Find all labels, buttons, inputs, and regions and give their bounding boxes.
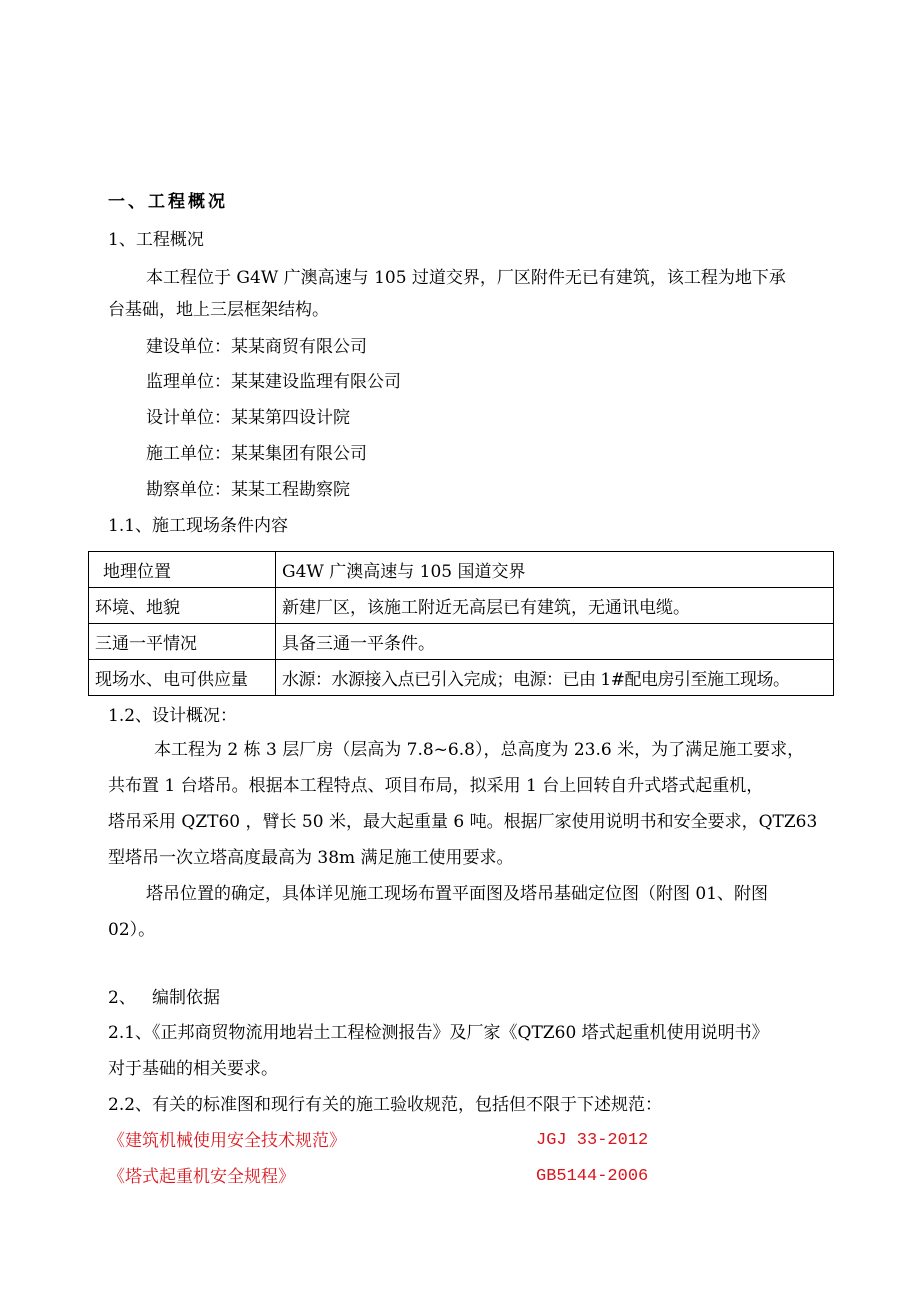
section-heading: 一、工程概况	[108, 192, 228, 212]
condition-label: 环境、地貌	[89, 588, 276, 624]
table-row	[89, 552, 834, 588]
basis-2-1-line-1: 2.1、《正邦商贸物流用地岩土工程检测报告》及厂家《QTZ60 塔式起重机使用说明书》	[108, 1023, 769, 1043]
table-row	[89, 624, 834, 660]
subsection-title-1-2: 1.2、设计概况：	[108, 706, 238, 726]
contractor-unit: 施工单位：某某集团有限公司	[146, 444, 367, 464]
table-row	[89, 588, 834, 624]
condition-value: 水源：水源接入点已引入完成；电源：已由 1#配电房引至施工现场。	[276, 660, 834, 696]
supervision-unit: 监理单位：某某建设监理有限公司	[146, 372, 401, 392]
condition-value: G4W 广澳高速与 105 国道交界	[276, 552, 834, 588]
design-unit: 设计单位：某某第四设计院	[146, 408, 350, 428]
condition-value: 具备三通一平条件。	[276, 624, 834, 660]
subsection-title-2: 2、 编制依据	[108, 988, 221, 1008]
standard-code: JGJ 33-2012	[536, 1131, 649, 1150]
table-row	[89, 660, 834, 696]
standard-name: 《建筑机械使用安全技术规范》	[108, 1131, 346, 1151]
design-paragraph-line-4: 型塔吊一次立塔高度最高为 38m 满足施工使用要求。	[108, 848, 514, 868]
condition-label: 三通一平情况	[89, 624, 276, 660]
overview-paragraph-line-2: 台基础，地上三层框架结构。	[108, 300, 329, 320]
design-paragraph-line-2: 共布置 1 台塔吊。根据本工程特点、项目布局，拟采用 1 台上回转自升式塔式起重机，	[108, 776, 764, 796]
standard-name: 《塔式起重机安全规程》	[108, 1167, 295, 1187]
basis-2-2: 2.2、有关的标准图和现行有关的施工验收规范，包括但不限于下述规范：	[108, 1095, 663, 1115]
position-paragraph-line-2: 02）。	[108, 920, 156, 940]
subsection-title-1-1: 1.1、施工现场条件内容	[108, 516, 289, 536]
design-paragraph-line-1: 本工程为 2 栋 3 层厂房（层高为 7.8~6.8），总高度为 23.6 米，为了满足施工要求，	[154, 740, 805, 760]
subsection-title-1: 1、工程概况	[108, 230, 204, 250]
condition-label: 现场水、电可供应量	[89, 660, 276, 696]
survey-unit: 勘察单位：某某工程勘察院	[146, 480, 350, 500]
basis-2-1-line-2: 对于基础的相关要求。	[108, 1059, 278, 1079]
standard-code: GB5144-2006	[536, 1167, 649, 1186]
site-conditions-table	[88, 551, 834, 696]
position-paragraph-line-1: 塔吊位置的确定，具体详见施工现场布置平面图及塔吊基础定位图（附图 01、附图	[146, 884, 769, 904]
condition-label: 地理位置	[89, 552, 276, 588]
condition-value: 新建厂区，该施工附近无高层已有建筑，无通讯电缆。	[276, 588, 834, 624]
design-paragraph-line-3: 塔吊采用 QZT60 ，臂长 50 米，最大起重量 6 吨。根据厂家使用说明书和安全要求，QTZ63	[108, 812, 818, 832]
construction-unit: 建设单位：某某商贸有限公司	[146, 337, 367, 357]
overview-paragraph-line-1: 本工程位于 G4W 广澳高速与 105 过道交界，厂区附件无已有建筑，该工程为地下承	[146, 268, 786, 288]
